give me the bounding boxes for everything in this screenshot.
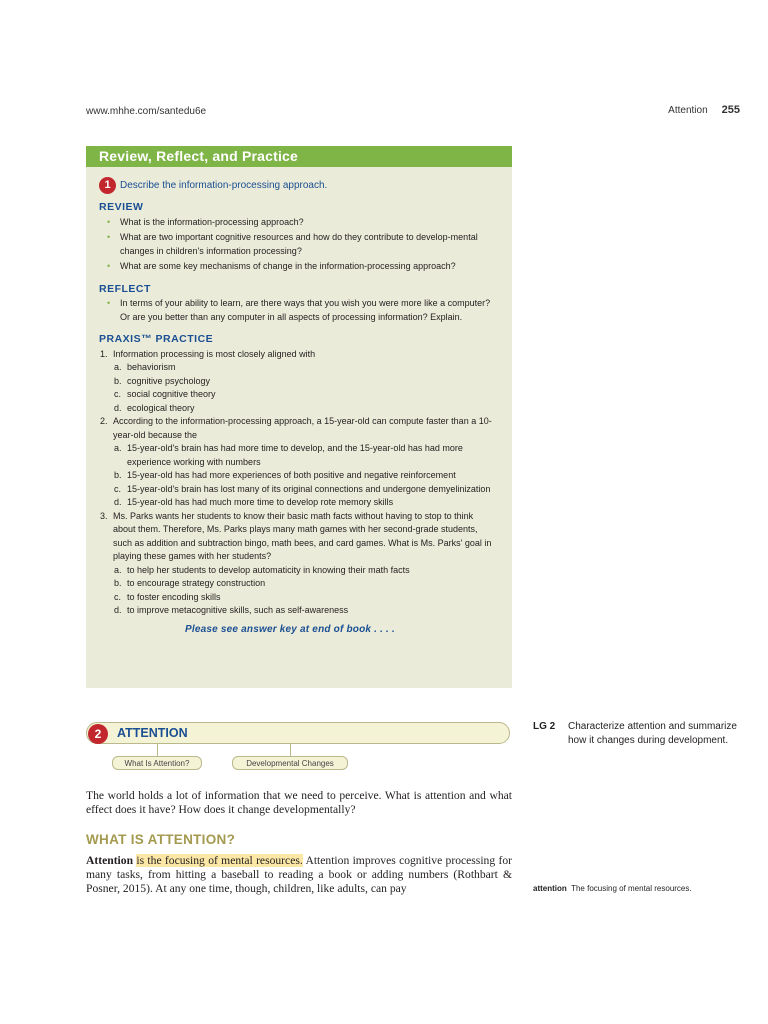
page-number: 255 [721, 104, 740, 116]
option-letter: a. [114, 443, 122, 453]
answer-option [99, 388, 498, 402]
option-letter: c. [114, 591, 122, 602]
question-text: According to the information-processing approach, a 15-year-old can compute faster than a 10-year-old because the [113, 416, 492, 440]
option-letter: b. [114, 375, 122, 386]
review-item-text: What are two important cognitive resources and how do they contribute to develop-mental changes in children's information processing? [120, 232, 478, 256]
bullet-icon: • [107, 298, 111, 308]
review-item [99, 260, 498, 274]
option-letter: b. [114, 578, 122, 588]
option-letter: c. [114, 483, 122, 494]
reflect-heading: REFLECT [99, 282, 151, 295]
question-stem [99, 415, 498, 442]
answer-option [99, 402, 498, 416]
option-text: 15-year-old has had much more time to develop rote memory skills [127, 497, 394, 507]
question-text: Information processing is most closely aligned with [113, 348, 316, 359]
answer-option [99, 591, 498, 605]
option-letter: d. [114, 402, 122, 413]
option-text: social cognitive theory [127, 389, 216, 399]
option-text: cognitive psychology [127, 375, 211, 386]
review-heading: REVIEW [99, 201, 144, 213]
objective-text: Describe the information-processing approach. [120, 179, 328, 191]
review-list [99, 216, 498, 274]
objective-number-badge: 1 [99, 177, 116, 194]
option-text: 15-year-old has had more experiences of both positive and negative reinforcement [127, 470, 456, 480]
option-letter: b. [114, 470, 122, 480]
review-item [99, 231, 498, 258]
option-text: 15-year-old's brain has had more time to develop, and the 15-year-old has had more experience working with numbers [127, 443, 463, 467]
answer-option [99, 564, 498, 578]
reflect-list [99, 297, 498, 324]
organizer-connector [157, 744, 158, 756]
bullet-icon: • [107, 216, 111, 227]
question-number: 2. [100, 416, 108, 426]
question-number: 3. [100, 510, 108, 521]
answer-option [99, 496, 498, 510]
option-text: to foster encoding skills [127, 591, 221, 602]
bullet-icon: • [107, 261, 111, 271]
intro-paragraph: The world holds a lot of information that we need to perceive. What is attention and what effect does it have? How does it change developmentally? [86, 789, 512, 816]
bullet-icon: • [107, 232, 111, 242]
learning-objective [99, 177, 498, 194]
option-letter: d. [114, 605, 122, 615]
option-text: to help her students to develop automaticity in knowing their math facts [127, 564, 410, 575]
option-letter: d. [114, 497, 122, 507]
definition-term: Attention [86, 854, 134, 867]
glossary-term: attention [533, 884, 567, 893]
answer-option [99, 577, 498, 591]
rrp-title: Review, Reflect, and Practice [86, 146, 512, 167]
question-stem [99, 348, 498, 362]
praxis-question [99, 415, 498, 510]
margin-glossary [533, 884, 692, 893]
review-item-text: What is the information-processing approach? [120, 216, 304, 227]
highlighted-definition: is the focusing of mental resources. [136, 854, 303, 867]
praxis-question [99, 510, 498, 618]
option-letter: c. [114, 389, 122, 399]
option-letter: a. [114, 362, 122, 372]
reflect-item-text: In terms of your ability to learn, are there ways that you wish you were more like a computer? Or are you better than any computer in all aspects of processing information? Explain. [120, 298, 491, 322]
definition-paragraph [86, 854, 512, 896]
review-item-text: What are some key mechanisms of change in the information-processing approach? [120, 261, 456, 271]
answer-option [99, 469, 498, 483]
question-stem [99, 510, 498, 564]
subtopic-what-is-attention: What Is Attention? [112, 756, 202, 770]
subtopic-developmental-changes: Developmental Changes [232, 756, 348, 770]
option-text: ecological theory [127, 402, 195, 413]
option-text: to improve metacognitive skills, such as self-awareness [127, 605, 349, 615]
answer-option [99, 604, 498, 618]
section-number-badge: 2 [88, 724, 108, 744]
question-number: 1. [100, 348, 108, 359]
praxis-heading: PRAXIS™ PRACTICE [99, 333, 214, 345]
option-text: 15-year-old's brain has lost many of its original connections and undergone demyelinization [127, 483, 491, 494]
review-reflect-practice-box [86, 146, 512, 688]
question-text: Ms. Parks wants her students to know their basic math facts without having to stop to think about them. Therefore, Ms. Parks plays many math games with her second-grade students, such as addition and subtraction bingo, math bees, and card games. What is Ms. Parks' goal in playing these games with her students? [113, 510, 492, 561]
answer-option [99, 361, 498, 375]
answer-option [99, 375, 498, 389]
answer-option [99, 483, 498, 497]
running-section: Attention [668, 105, 708, 116]
praxis-question [99, 348, 498, 416]
learning-goal [533, 720, 743, 747]
what-is-attention-heading: WHAT IS ATTENTION? [86, 832, 236, 847]
definition-rest: Attention improves cognitive processing for many tasks, from hitting a baseball to reading a book or adding numbers (Rothbart & Posner, 2015). At any one time, though, children, like adults, can pay [86, 854, 512, 895]
learning-goal-text: Characterize attention and summarize how it changes during development. [568, 721, 737, 746]
option-letter: a. [114, 564, 122, 575]
option-text: behaviorism [127, 362, 176, 372]
learning-goal-label: LG 2 [533, 721, 556, 732]
answer-key-note: Please see answer key at end of book . . . . [185, 623, 395, 635]
rrp-body [86, 177, 512, 636]
running-url: www.mhhe.com/santedu6e [86, 106, 207, 117]
answer-option [99, 442, 498, 469]
glossary-definition: The focusing of mental resources. [571, 884, 692, 893]
reflect-item [99, 297, 498, 324]
running-head [600, 104, 740, 116]
option-text: to encourage strategy construction [127, 578, 266, 588]
organizer-connector [290, 744, 291, 756]
review-item [99, 216, 498, 230]
section-title: ATTENTION [117, 726, 188, 740]
